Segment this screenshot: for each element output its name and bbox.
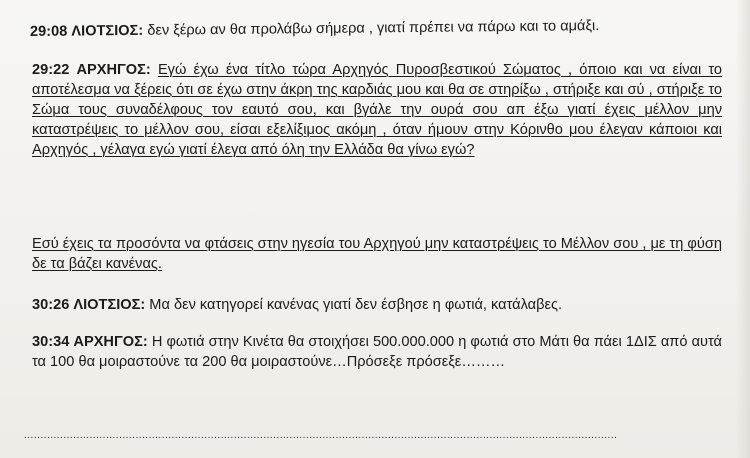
entry-text: Εσύ έχεις τα προσόντα να φτάσεις στην ηγεσία του Αρχηγού μην καταστρέψεις το Μέλλον σου , με τη φύση δε τα βάζει κανένας. (32, 236, 722, 272)
entry-text: Μα δεν κατηγορεί κανένας γιατί δεν έσβησε η φωτιά, κατάλαβες. (149, 297, 563, 313)
speaker-name: ΑΡΧΗΓΟΣ: (76, 62, 151, 78)
entry-text: Εγώ έχω ένα τίτλο τώρα Αρχηγός Πυροσβεστικού Σώματος , όποιο και να είναι το αποτέλεσμα να ξέρεις ότι σε έχω στην άκρη της καρδιάς μου και θα σε στηρίξω , στήριξε και σύ , στήριξε το Σώμα τους συναδέλφους τον εαυτό σου, και βγάλε την ουρά σου απ έξω γιατί έχεις μέλλον μην καταστρέψεις το μέλλον σου, είσαι εξελίξιμος ακόμη , όταν ήμουν στην Κόρινθο μου έλεγαν κάποιοι και Αρχηγός , γέλαγα εγώ γιατί έλεγα από όλη την Ελλάδα θα γίνω εγώ? (32, 62, 723, 158)
transcript-entry-5 (32, 332, 722, 372)
speaker-name: ΛΙΟΤΣΙΟΣ: (71, 22, 144, 40)
entry-text: δεν ξέρω αν θα προλάβω σήμερα , γιατί πρέπει να πάρω και το αμάξι. (147, 18, 600, 39)
page-edge-shadow (736, 0, 750, 458)
speaker-name: ΑΡΧΗΓΟΣ: (73, 334, 148, 350)
transcript-entry-4 (32, 295, 722, 315)
transcript-entry-2 (32, 60, 722, 160)
timestamp: 30:26 (32, 297, 70, 313)
timestamp: 29:08 (29, 23, 68, 40)
speaker-name: ΛΙΟΤΣΙΟΣ: (73, 297, 146, 313)
timestamp: 29:22 (32, 62, 70, 78)
transcript-entry-1 (30, 15, 720, 42)
transcript-entry-3 (32, 234, 722, 274)
timestamp: 30:34 (32, 334, 70, 350)
dotted-separator: ..................................................................................................................................................................................... (24, 430, 618, 441)
entry-text: Η φωτιά στην Κινέτα θα στοιχήσει 500.000.000 η φωτιά στο Μάτι θα πάει 1ΔΙΣ από αυτά τα 100 θα μοιραστούνε τα 200 θα μοιραστούνε…Πρόσεξε πρόσεξε……… (32, 334, 722, 370)
